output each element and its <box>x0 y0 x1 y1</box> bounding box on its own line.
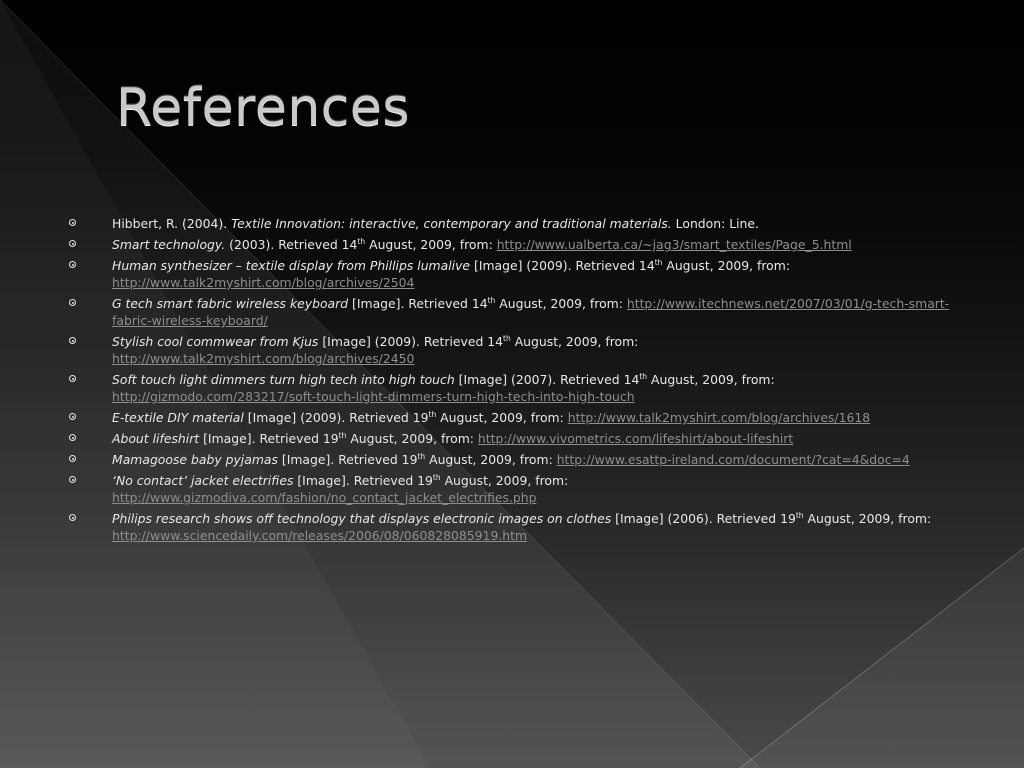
reference-title: ‘No contact’ jacket electrifies <box>112 473 294 488</box>
reference-title: Stylish cool commwear from Kjus <box>112 334 319 349</box>
reference-item <box>0 215 1024 232</box>
reference-url-link[interactable]: http://www.talk2myshirt.com/blog/archives/1618 <box>567 410 871 425</box>
reference-title: Philips research shows off technology that displays electronic images on clothes <box>112 511 612 526</box>
circle-bullet-icon <box>69 375 76 382</box>
reference-retrieved-text: [Image] (2006). Retrieved 19 <box>611 511 796 526</box>
reference-date-text: August, 2009, from: <box>365 237 497 252</box>
circle-bullet-icon <box>69 476 76 483</box>
reference-url-link[interactable]: http://www.ualberta.ca/~jag3/smart_textiles/Page_5.html <box>496 237 852 252</box>
ordinal-suffix: th <box>417 451 426 461</box>
reference-url-link[interactable]: http://www.vivometrics.com/lifeshirt/about-lifeshirt <box>477 431 794 446</box>
ordinal-suffix: th <box>795 510 804 520</box>
reference-url-link[interactable]: http://www.esattp-ireland.com/document/?cat=4&doc=4 <box>556 452 910 467</box>
reference-item <box>0 451 1024 468</box>
ordinal-suffix: th <box>357 236 366 246</box>
reference-date-text: August, 2009, from: <box>346 431 478 446</box>
reference-item <box>0 430 1024 447</box>
ordinal-suffix: th <box>503 333 511 343</box>
reference-date-text: August, 2009, from: <box>803 511 932 526</box>
reference-title: E-textile DIY material <box>112 410 244 425</box>
reference-date-text: August, 2009, from: <box>440 473 569 488</box>
reference-retrieved-text: [Image] (2009). Retrieved 14 <box>470 258 655 273</box>
circle-bullet-icon <box>69 240 76 247</box>
circle-bullet-icon <box>69 219 76 226</box>
reference-title: Mamagoose baby pyjamas <box>112 452 278 467</box>
reference-retrieved-text: [Image] (2007). Retrieved 14 <box>454 372 640 387</box>
reference-item <box>0 371 1024 405</box>
reference-retrieved-text: (2003). Retrieved 14 <box>225 237 358 252</box>
reference-item <box>0 472 1024 506</box>
circle-bullet-icon <box>69 261 76 268</box>
reference-item <box>0 333 1024 367</box>
reference-url-link[interactable]: http://www.talk2myshirt.com/blog/archives/2450 <box>112 351 415 366</box>
ordinal-suffix: th <box>654 257 663 267</box>
reference-url-link[interactable]: http://www.gizmodiva.com/fashion/no_contact_jacket_electrifies.php <box>112 490 537 505</box>
reference-retrieved-text: [Image]. Retrieved 14 <box>348 296 488 311</box>
reference-item <box>0 295 1024 329</box>
reference-item <box>0 236 1024 253</box>
ordinal-suffix: th <box>639 371 648 381</box>
reference-retrieved-text: [Image]. Retrieved 19 <box>293 473 433 488</box>
ordinal-suffix: th <box>428 409 437 419</box>
circle-bullet-icon <box>69 514 76 521</box>
reference-title: Smart technology. <box>112 237 226 252</box>
reference-title: About lifeshirt <box>112 431 200 446</box>
ordinal-suffix: th <box>338 430 347 440</box>
ordinal-suffix: th <box>432 472 441 482</box>
reference-date-text: August, 2009, from: <box>436 410 568 425</box>
reference-url-link[interactable]: http://www.itechnews.net/2007/03/01/g-tech-smart-fabric-wireless-keyboard/ <box>112 296 950 328</box>
reference-url-link[interactable]: http://www.sciencedaily.com/releases/2006/08/060828085919.htm <box>112 528 528 543</box>
ordinal-suffix: th <box>487 295 496 305</box>
reference-retrieved-text: [Image]. Retrieved 19 <box>199 431 339 446</box>
reference-retrieved-text: [Image]. Retrieved 19 <box>277 452 418 467</box>
circle-bullet-icon <box>69 455 76 462</box>
circle-bullet-icon <box>69 434 76 441</box>
reference-title: Soft touch light dimmers turn high tech into high touch <box>112 372 455 387</box>
circle-bullet-icon <box>69 337 76 344</box>
reference-item <box>0 257 1024 291</box>
reference-work-title: Textile Innovation: interactive, contemporary and traditional materials. <box>231 216 672 231</box>
reference-publisher: London: Line. <box>671 216 759 231</box>
reference-date-text: August, 2009, from: <box>495 296 627 311</box>
circle-bullet-icon <box>69 299 76 306</box>
reference-item <box>0 409 1024 426</box>
reference-date-text: August, 2009, from: <box>425 452 557 467</box>
reference-title: Human synthesizer – textile display from Phillips lumalive <box>112 258 471 273</box>
reference-retrieved-text: [Image] (2009). Retrieved 14 <box>318 334 504 349</box>
reference-url-link[interactable]: http://gizmodo.com/283217/soft-touch-light-dimmers-turn-high-tech-into-high-touch <box>112 389 635 404</box>
reference-date-text: August, 2009, from: <box>647 372 775 387</box>
reference-item <box>0 510 1024 544</box>
reference-url-link[interactable]: http://www.talk2myshirt.com/blog/archives/2504 <box>112 275 415 290</box>
reference-retrieved-text: [Image] (2009). Retrieved 19 <box>243 410 429 425</box>
circle-bullet-icon <box>69 413 76 420</box>
reference-date-text: August, 2009, from: <box>662 258 791 273</box>
slide-title: References <box>116 78 410 138</box>
reference-title: G tech smart fabric wireless keyboard <box>112 296 349 311</box>
reference-date-text: August, 2009, from: <box>510 334 639 349</box>
references-list <box>0 215 1024 548</box>
reference-author: Hibbert, R. (2004). <box>112 216 232 231</box>
